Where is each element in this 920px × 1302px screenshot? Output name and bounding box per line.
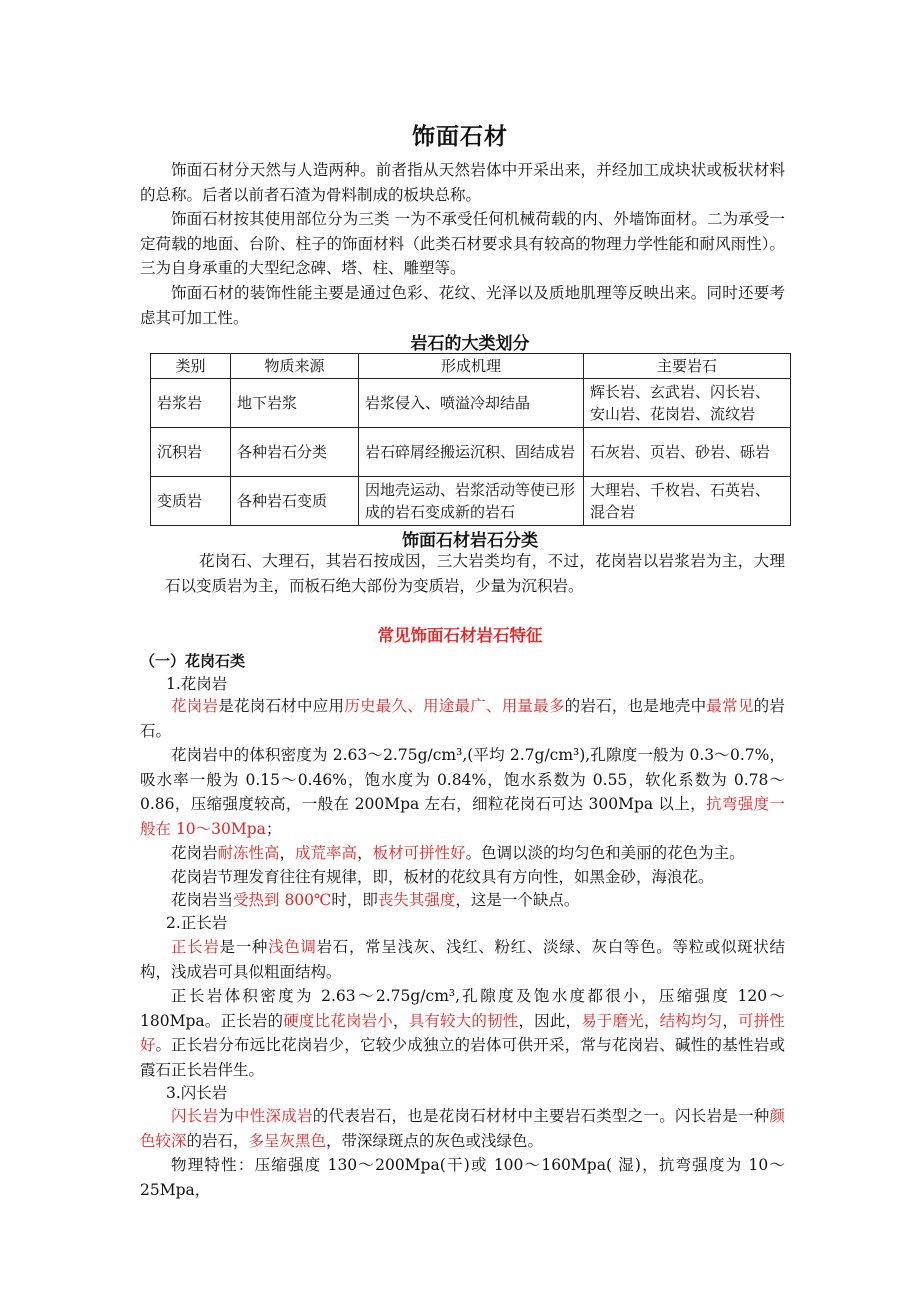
highlight-text: 花岗岩 — [171, 697, 219, 715]
table-cell: 各种岩石变质 — [231, 477, 359, 526]
text-span: ， — [357, 844, 373, 862]
highlight-text: 成荒率高 — [295, 844, 358, 862]
table-cell: 岩浆岩 — [151, 379, 231, 428]
classification-heading: 饰面石材岩石分类 — [402, 531, 538, 551]
highlight-text: 正长岩 — [171, 938, 220, 956]
table-header-cell: 主要岩石 — [584, 354, 791, 379]
text-span: ， — [643, 1011, 660, 1030]
granite-paragraph-2 — [140, 743, 785, 841]
table-row — [151, 428, 791, 477]
text-span: ， — [279, 844, 296, 862]
granite-group-heading: （一）花岗石类 — [140, 652, 246, 670]
intro-paragraph-3: 饰面石材的装饰性能主要是通过色彩、花纹、光泽以及质地肌理等反映出来。同时还要考虑其可加工性。 — [140, 284, 785, 327]
text-span: 、 — [407, 697, 423, 715]
text-span: 一般在 — [140, 795, 785, 838]
text-span: 。 — [155, 1036, 172, 1054]
table-row — [151, 379, 791, 428]
text-span: 的岩石。 — [140, 697, 785, 740]
diorite-paragraph-2: 物理特性：压缩强度 130～200Mpa(干)或 100～160Mpa( 湿)，抗弯强度为 10～25Mpa， — [140, 1156, 785, 1199]
highlight-text: 浅色调 — [268, 938, 317, 956]
highlight-text: 用途最广 — [422, 697, 486, 715]
table-header-cell: 形成机理 — [359, 354, 584, 379]
highlight-text: 具有较大的韧性 — [408, 1011, 519, 1030]
features-heading: 常见饰面石材岩石特征 — [377, 626, 543, 645]
text-span: 岩石，常呈浅灰、浅红、粉红、淡绿、灰白等色。等粒或似斑状结构，浅成岩可具似粗面结构。 — [140, 938, 785, 981]
granite-paragraph-5 — [140, 888, 785, 913]
table-header-cell: 类别 — [151, 354, 231, 379]
text-span: 正长岩体积密度为 2.63～2.75g/cm³,孔隙度及饱水度都很小，压缩强度 120～180Mpa。正长岩的 — [140, 987, 785, 1030]
table-cell: 大理岩、千枚岩、石英岩、混合岩 — [584, 477, 791, 526]
text-span: 花岗岩中的体积密度为 2.63～2.75g/cm³,(平均 2.7g/cm³),孔隙度一般为 0.3～0.7%，吸水率一般为 0.15～0.46%，饱水度为 0.84%，饱水系数为 0.55，软化系数为 0.78～0.86，压缩强度较高，一般在 200Mpa 左右，细粒花岗石可达 300Mpa 以上， — [140, 746, 785, 813]
text-span: 时，即 — [331, 891, 378, 909]
orthoclase-paragraph-3: 正长岩分布远比花岗岩少，它较少成独立的岩体可供开采，常与花岗岩、碱性的基性岩或霞石正长岩伴生。 — [140, 1036, 785, 1079]
text-span: ，这是一个缺点。 — [455, 891, 580, 909]
text-span: 是花岗石材中应用 — [218, 697, 345, 715]
granite-paragraph-1 — [140, 694, 785, 743]
table-cell: 岩石碎屑经搬运沉积、固结成岩 — [359, 428, 584, 477]
highlight-text: 用量最多 — [501, 697, 565, 715]
text-span: 花岗岩 — [171, 844, 218, 862]
highlight-text: 易于磨光 — [581, 1011, 644, 1030]
orthoclase-paragraph-1 — [140, 935, 785, 984]
text-span: 为 — [218, 1107, 234, 1125]
highlight-text: 10～30Mpa — [175, 819, 266, 838]
page-title: 饰面石材 — [412, 124, 508, 150]
table-cell: 辉长岩、玄武岩、闪长岩、安山岩、花岗岩、流纹岩 — [584, 379, 791, 428]
table-cell: 沉积岩 — [151, 428, 231, 477]
text-span: 。色调以淡的均匀色和美丽的花色为主。 — [465, 844, 745, 862]
highlight-text: 丧失其强度 — [377, 891, 456, 909]
highlight-text: 板材可拼性好 — [372, 844, 466, 862]
text-span: 的岩石， — [186, 1131, 249, 1150]
text-span: 是一种 — [219, 938, 269, 956]
diorite-title: 3.闪长岩 — [166, 1084, 228, 1102]
highlight-text: 中性深成岩 — [234, 1107, 313, 1125]
text-span: ，带深绿斑点的灰色或浅绿色。 — [326, 1131, 544, 1150]
table-cell: 变质岩 — [151, 477, 231, 526]
table-caption: 岩石的大类划分 — [410, 334, 530, 354]
text-span: 花岗岩当 — [171, 891, 234, 909]
text-span: 的代表岩石，也是花岗石材材中主要岩石类型之一。闪长岩是一种 — [312, 1107, 770, 1125]
highlight-text: 多呈灰黑色 — [248, 1131, 327, 1150]
highlight-text: 可拼性好 — [140, 1011, 785, 1054]
highlight-text: 历史最久 — [344, 697, 408, 715]
text-span: ； — [265, 819, 282, 838]
table-cell: 地下岩浆 — [231, 379, 359, 428]
table-cell: 各种岩石分类 — [231, 428, 359, 477]
highlight-text: 硬度比花岗岩小 — [283, 1011, 393, 1030]
table-cell: 石灰岩、页岩、砂岩、砾岩 — [584, 428, 791, 477]
intro-paragraph-1: 饰面石材分天然与人造两种。前者指从天然岩体中开采出来，并经加工成块状或板状材料的总称。后者以前者石渣为骨料制成的板块总称。 — [140, 161, 785, 204]
classification-paragraph: 花岗石、大理石，其岩石按成因，三大岩类均有，不过，花岗岩以岩浆岩为主，大理石以变质岩为主，而板石绝大部份为变质岩，少量为沉积岩。 — [165, 552, 785, 595]
rock-classification-table — [150, 353, 791, 526]
text-span: 、 — [485, 697, 502, 715]
orthoclase-title: 2.正长岩 — [166, 914, 228, 932]
text-span: ，因此， — [518, 1011, 582, 1030]
text-span: ， — [393, 1011, 409, 1030]
table-row — [151, 477, 791, 526]
highlight-text: 结构均匀 — [659, 1011, 723, 1030]
text-span: ， — [722, 1011, 739, 1030]
intro-paragraph-2: 饰面石材按其使用部位分为三类 一为不承受任何机械荷载的内、外墙饰面材。二为承受一定荷载的地面、台阶、柱子的饰面材料（此类石材要求具有较高的物理力学性能和耐风雨性）。三为自身承重的大型纪念碑、塔、柱、雕塑等。 — [140, 210, 785, 277]
table-cell: 因地壳运动、岩浆活动等使已形成的岩石变成新的岩石 — [359, 477, 584, 526]
table-cell: 岩浆侵入、喷溢冷却结晶 — [359, 379, 584, 428]
highlight-text: 受热到 800℃ — [233, 891, 332, 909]
granite-paragraph-3 — [140, 841, 785, 866]
highlight-text: 耐冻性高 — [217, 844, 280, 862]
granite-paragraph-4: 花岗岩节理发育往往有规律，即，板材的花纹具有方向性，如黑金砂，海浪花。 — [171, 868, 714, 886]
diorite-paragraph-1 — [140, 1104, 785, 1153]
text-span: 的岩石，也是地壳中 — [564, 697, 707, 715]
highlight-text: 最常见 — [706, 697, 754, 715]
table-header-cell: 物质来源 — [231, 354, 359, 379]
table-header-row — [151, 354, 791, 379]
highlight-text: 闪长岩 — [171, 1107, 219, 1125]
granite-title: 1.花岗岩 — [166, 675, 228, 693]
highlight-text: 抗弯强度 — [706, 795, 770, 813]
highlight-text: 颜色较深 — [140, 1107, 785, 1150]
